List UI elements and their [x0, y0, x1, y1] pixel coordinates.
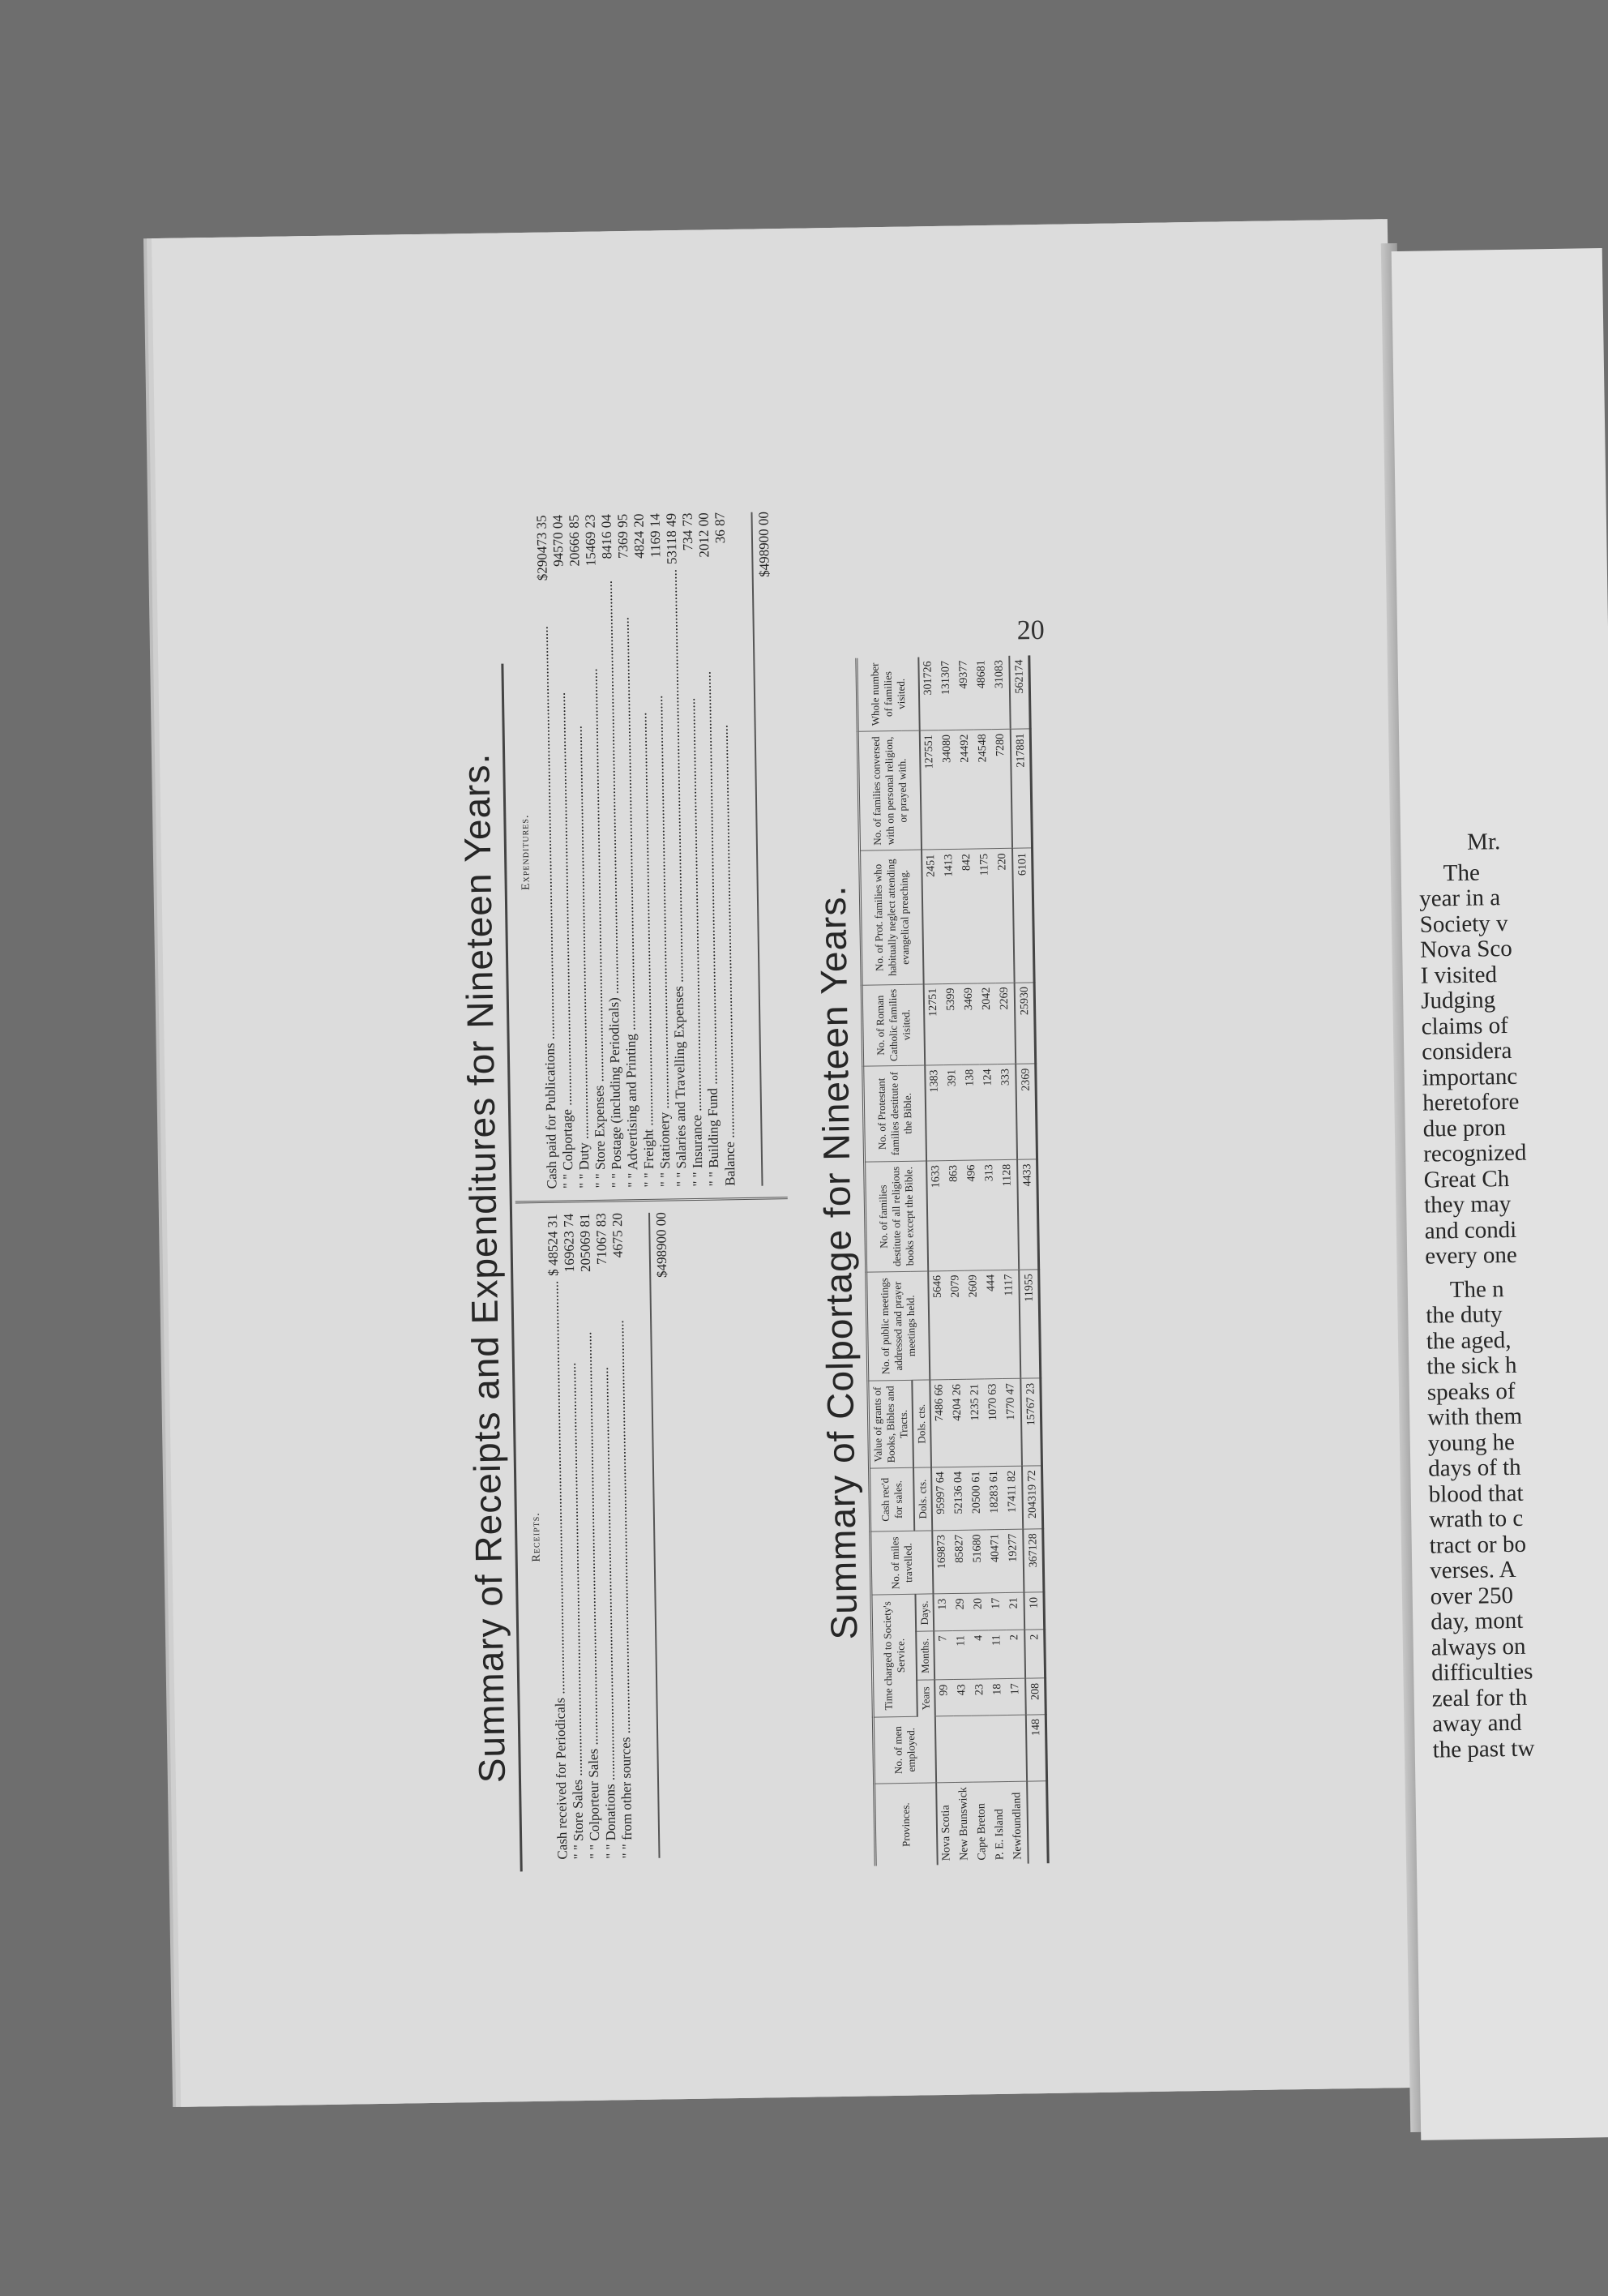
cell-rc-visited: 2269	[996, 983, 1016, 1064]
ledger-amount: 4824 20	[631, 513, 648, 563]
ledger-amount: 20666 85	[566, 515, 583, 572]
ledger-amount: 94570 04	[550, 515, 567, 572]
col-rc-visited: No. of Roman Catholic families visited.	[862, 984, 925, 1067]
cell-destitute-bible: 333	[997, 1064, 1017, 1159]
col-cash-unit: Dols. cts.	[913, 1467, 932, 1531]
col-destitute-religious: No. of families destitute of all religious books except the Bible.	[865, 1161, 929, 1272]
total-days: 10	[1024, 1592, 1044, 1630]
cell-province: New Brunswick	[957, 1787, 971, 1861]
ledger	[507, 511, 798, 1871]
right-page-line: the sick h	[1426, 1351, 1517, 1380]
cell-conversed: 24548	[974, 730, 994, 850]
expenditures-heading: Expenditures.	[519, 814, 532, 891]
cell-months: 4	[970, 1630, 989, 1680]
ledger-label: Cash received for Periodicals .....	[545, 1281, 571, 1860]
cell-men	[990, 1715, 1008, 1782]
total-destitute-bible: 2369	[1016, 1064, 1037, 1159]
cell-months: 7	[934, 1631, 953, 1681]
cell-whole-visited: 31083	[990, 656, 1010, 730]
total-cash: 204319 72	[1022, 1466, 1043, 1529]
cell-cash: 95997 64	[931, 1467, 951, 1531]
total-months: 2	[1024, 1630, 1045, 1679]
total-men: 148	[1026, 1714, 1047, 1781]
colportage-table	[855, 655, 1049, 1866]
cell-grants: 1070 63	[984, 1379, 1003, 1467]
ledger-amount: 36 87	[712, 512, 729, 549]
right-page-line: I visited	[1420, 961, 1498, 989]
right-page-line: Nova Sco	[1419, 935, 1513, 963]
cell-destitute-religious: 1128	[999, 1159, 1019, 1270]
cell-cash: 20500 61	[968, 1467, 986, 1530]
right-page-line: Society v	[1419, 910, 1508, 938]
right-page-line: and condi	[1424, 1216, 1517, 1244]
cell-months: 11	[988, 1630, 1007, 1680]
right-page-line: recognized	[1422, 1139, 1527, 1167]
col-years: Years	[917, 1680, 935, 1716]
right-page-line: speaks of	[1426, 1377, 1516, 1406]
cell-destitute-bible: 124	[979, 1064, 999, 1160]
ledger-amount: 53118 49	[663, 513, 680, 569]
right-page-line: difficulties	[1431, 1658, 1533, 1686]
col-days: Days.	[915, 1594, 934, 1631]
colportage-title: Summary of Colportage for Nineteen Years.	[810, 885, 866, 1640]
ledger-label: " " Postage (including Periodicals) .....	[600, 580, 626, 1188]
cell-days: 20	[969, 1593, 988, 1630]
right-page-line: the aged,	[1426, 1326, 1512, 1355]
total-destitute-religious: 4433	[1017, 1159, 1039, 1270]
cell-neglect-preaching: 2451	[922, 850, 943, 983]
cell-men	[935, 1716, 955, 1783]
right-page-line: The	[1443, 859, 1481, 886]
col-men: No. of men employed.	[873, 1716, 936, 1784]
col-cash: Cash rec'd for sales.	[870, 1467, 915, 1531]
ledger-amount: $290473 35	[533, 515, 550, 585]
cell-meetings: 444	[982, 1270, 1002, 1379]
right-page-line: The n	[1449, 1275, 1504, 1303]
cell-miles: 85827	[951, 1530, 969, 1594]
cell-meetings: 1117	[1000, 1270, 1020, 1379]
cell-miles: 40471	[986, 1529, 1005, 1593]
right-page-line: verses. A	[1430, 1556, 1516, 1584]
col-months: Months.	[916, 1631, 934, 1681]
total-years: 208	[1025, 1678, 1046, 1714]
receipts-list	[545, 1213, 635, 1860]
right-page-line: blood that	[1428, 1480, 1524, 1508]
cell-years: 17	[1007, 1679, 1026, 1715]
cell-days: 21	[1005, 1593, 1024, 1630]
total-miles: 367128	[1023, 1529, 1044, 1593]
cell-grants: 1770 47	[1002, 1378, 1022, 1466]
cell-years: 23	[971, 1679, 990, 1715]
col-miles: No. of miles travelled.	[870, 1531, 934, 1596]
cell-years: 99	[934, 1680, 954, 1716]
total-neglect-preaching: 6101	[1012, 848, 1034, 982]
cell-men	[954, 1716, 973, 1783]
right-page-line: they may	[1423, 1190, 1512, 1219]
cell-province: Newfoundland	[1011, 1792, 1024, 1860]
ledger-label: " " Colporteur Sales .....	[579, 1332, 603, 1860]
cell-men	[972, 1715, 990, 1782]
receipts-total: $498900 00	[648, 1212, 680, 1858]
total-grants: 15767 23	[1020, 1378, 1041, 1466]
col-neglect-preaching: No. of Prot. families who habitually neglect attending evangelical preaching.	[860, 850, 924, 984]
cell-meetings: 5646	[928, 1270, 948, 1380]
cell-conversed: 7280	[992, 729, 1012, 849]
right-page-line: due pron	[1422, 1114, 1507, 1142]
right-page-line: Judging	[1420, 987, 1496, 1014]
right-page-line: claims of	[1421, 1012, 1509, 1040]
cell-destitute-religious: 863	[945, 1160, 964, 1270]
total-whole-visited: 562174	[1009, 655, 1030, 729]
total-province	[1027, 1781, 1048, 1863]
expenditures-total: $498900 00	[751, 512, 782, 1185]
cell-years: 18	[989, 1679, 1007, 1715]
ledger-label: " " Freight .....	[634, 713, 657, 1188]
ledger-label: " " Duty .....	[570, 726, 593, 1189]
right-page-line: wrath to c	[1429, 1505, 1524, 1533]
right-page-line: with them	[1427, 1403, 1523, 1431]
cell-neglect-preaching: 1175	[976, 849, 996, 983]
page-number: 20	[1016, 615, 1046, 646]
right-page-line: every one	[1424, 1241, 1517, 1270]
right-page-line: away and	[1431, 1709, 1522, 1737]
cell-rc-visited: 2042	[978, 983, 998, 1064]
ledger-label: " " Store Sales .....	[563, 1363, 588, 1860]
cell-rc-visited: 12751	[924, 983, 944, 1065]
cell-destitute-bible: 138	[961, 1064, 981, 1160]
cell-rc-visited: 3469	[960, 983, 980, 1064]
right-page-line: Great Ch	[1423, 1165, 1510, 1193]
cell-grants: 4204 26	[948, 1380, 968, 1467]
right-page-line: zeal for th	[1431, 1684, 1528, 1712]
col-province: Provinces.	[875, 1783, 938, 1866]
ledger-amount: $ 48524 31	[545, 1214, 562, 1281]
cell-days: 13	[933, 1594, 952, 1631]
ledger-label: " " Stationery .....	[650, 696, 674, 1188]
cell-rc-visited: 5399	[943, 983, 962, 1065]
cell-whole-visited: 301726	[918, 657, 938, 730]
receipts-expenditures-title: Summary of Receipts and Expenditures for Nineteen Years.	[455, 752, 514, 1784]
ledger-label: " " Store Expenses .....	[584, 668, 609, 1188]
total-meetings: 11955	[1019, 1269, 1041, 1378]
col-meetings: No. of public meetings addressed and prayer meetings held.	[866, 1271, 930, 1381]
ledger-label: Cash paid for Publications .....	[536, 626, 561, 1189]
right-page-line: day, mont	[1431, 1607, 1524, 1635]
ledger-label: " " Advertising and Printing .....	[616, 617, 641, 1188]
cell-grants: 1235 21	[966, 1379, 986, 1467]
cell-cash: 18283 61	[986, 1467, 1004, 1530]
ledger-amount: 15469 23	[582, 514, 599, 571]
cell-neglect-preaching: 220	[994, 849, 1015, 983]
right-page-line: days of th	[1428, 1454, 1521, 1482]
cell-miles: 169873	[932, 1530, 952, 1594]
cell-province: Nova Scotia	[939, 1805, 953, 1861]
ledger-amount: 4675 20	[609, 1213, 627, 1263]
right-page-line: the duty	[1426, 1301, 1503, 1329]
cell-days: 29	[952, 1594, 970, 1631]
right-page-line: tract or bo	[1429, 1531, 1527, 1559]
cell-miles: 19277	[1004, 1529, 1024, 1593]
ledger-amount: 71067 83	[593, 1213, 610, 1270]
right-page-line: importanc	[1422, 1063, 1518, 1091]
cell-whole-visited: 49377	[955, 657, 973, 730]
ledger-amount: 169623 74	[561, 1214, 578, 1278]
right-page-line: heretofore	[1422, 1088, 1520, 1116]
cell-conversed: 127551	[920, 730, 940, 850]
cell-destitute-bible: 1383	[925, 1065, 945, 1161]
ledger-label: " " from other sources .....	[611, 1320, 635, 1858]
cell-meetings: 2079	[947, 1270, 966, 1380]
ledger-label: " " Building Fund .....	[699, 671, 723, 1187]
cell-neglect-preaching: 842	[958, 849, 978, 983]
receipts-heading: Receipts.	[529, 1512, 543, 1562]
total-conversed: 217881	[1011, 729, 1033, 849]
cell-destitute-religious: 496	[963, 1160, 982, 1270]
col-time: Time charged to Society's Service.	[871, 1595, 917, 1717]
right-page-line: over 250	[1430, 1582, 1514, 1610]
cell-men	[1007, 1715, 1027, 1782]
cell-province: P. E. Island	[993, 1809, 1007, 1861]
cell-cash: 52136 04	[950, 1467, 969, 1530]
cell-destitute-religious: 1633	[926, 1161, 947, 1271]
cell-meetings: 2609	[964, 1270, 984, 1380]
cell-days: 17	[987, 1593, 1006, 1630]
ledger-amount: 7369 95	[614, 514, 631, 564]
ledger-amount: 205069 81	[577, 1214, 594, 1278]
cell-grants: 7486 66	[930, 1380, 950, 1467]
right-page-line: always on	[1431, 1633, 1526, 1661]
cell-whole-visited: 131307	[937, 657, 956, 730]
ledger-amount: 2012 00	[695, 512, 712, 563]
ledger-amount: 8416 04	[598, 514, 615, 564]
ledger-label: " " Donations .....	[596, 1367, 620, 1859]
ledger-amount: 1169 14	[647, 513, 664, 563]
cell-conversed: 34080	[939, 730, 958, 850]
cell-conversed: 24492	[956, 730, 976, 850]
expenditures-column	[504, 500, 787, 1203]
cell-miles: 51680	[969, 1530, 987, 1594]
ledger-label: Balance .....	[716, 725, 739, 1186]
cell-destitute-bible: 391	[943, 1064, 963, 1160]
cell-cash: 17411 82	[1003, 1466, 1023, 1529]
cell-years: 43	[953, 1680, 972, 1716]
cell-destitute-religious: 313	[981, 1160, 1000, 1270]
receipts-column	[515, 1199, 798, 1872]
right-page-line: the past tw	[1432, 1735, 1535, 1763]
cell-whole-visited: 48681	[973, 656, 991, 730]
col-whole-visited: Whole number of families visited.	[857, 658, 920, 732]
ledger-label: " " Insurance .....	[682, 698, 706, 1187]
right-page-line: year in a	[1418, 885, 1501, 912]
right-page-line: Mr.	[1466, 829, 1501, 855]
col-destitute-bible: No. of Protestant families destitute of the Bible.	[863, 1065, 926, 1162]
rotated-content	[452, 511, 1452, 1873]
col-grants: Value of grants of Books, Bibles and Tracts.	[868, 1381, 913, 1469]
cell-months: 2	[1006, 1630, 1025, 1679]
ledger-label: " " Colportage .....	[553, 692, 577, 1189]
total-rc-visited: 25930	[1015, 982, 1036, 1064]
cell-neglect-preaching: 1413	[940, 850, 960, 983]
cell-months: 11	[952, 1630, 971, 1680]
right-page-line: considera	[1421, 1037, 1512, 1065]
expenditures-list	[533, 512, 738, 1189]
cell-province: Cape Breton	[975, 1803, 989, 1861]
col-grants-unit: Dols. cts.	[912, 1380, 931, 1467]
ledger-amount: 734 73	[679, 512, 696, 555]
right-page-line: young he	[1427, 1429, 1516, 1457]
ledger-label: " " Salaries and Travelling Expenses .....	[665, 569, 691, 1187]
col-conversed: No. of families conversed with on personal religion, or prayed with.	[857, 730, 922, 851]
